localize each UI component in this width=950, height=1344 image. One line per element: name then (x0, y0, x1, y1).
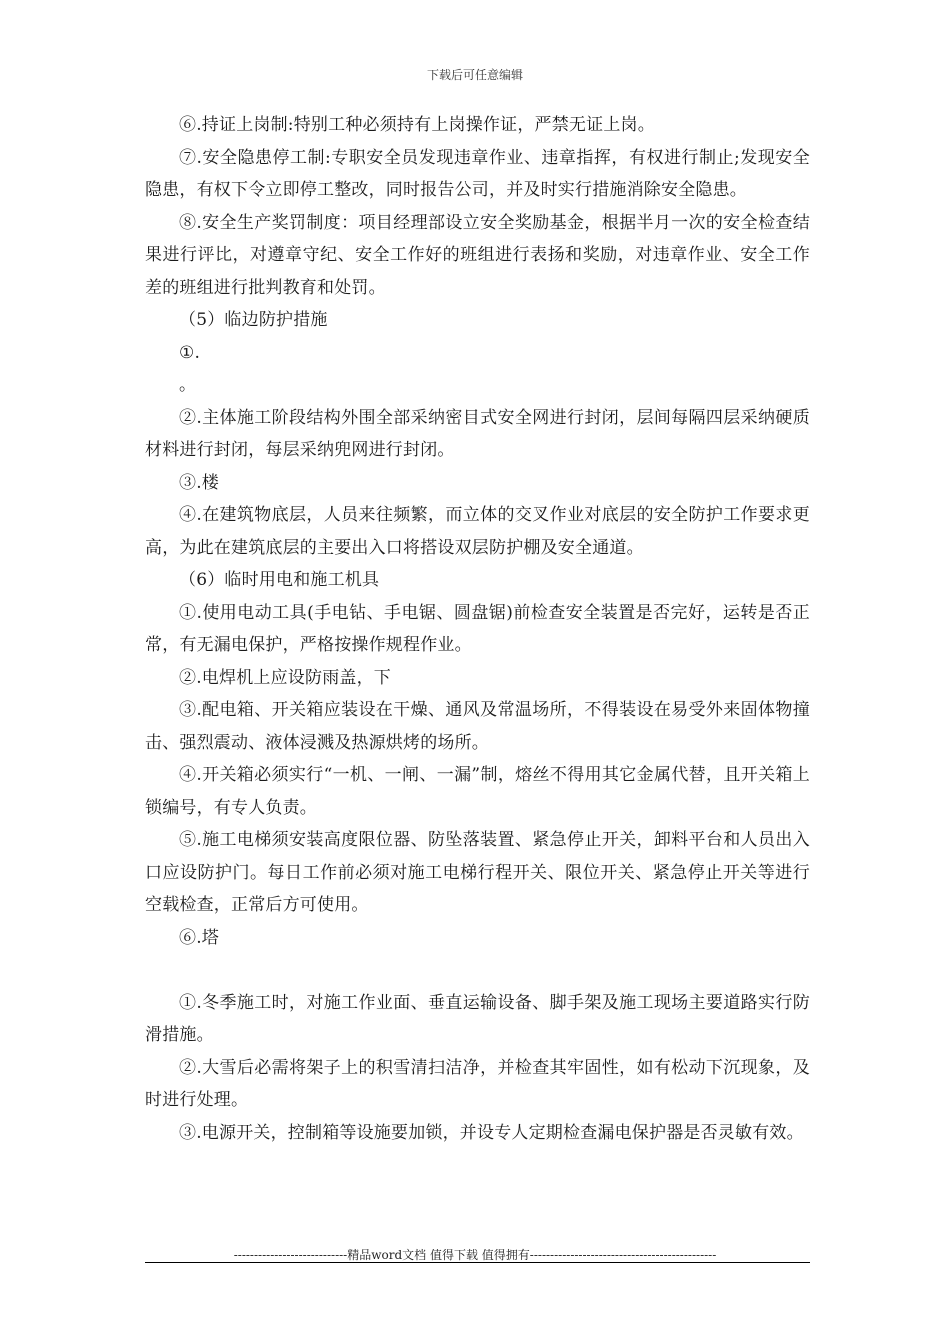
paragraph-period: 。 (179, 375, 197, 395)
blank-line (145, 954, 810, 987)
paragraph-edge-item-1: ①. (179, 342, 201, 363)
paragraph-construction-elevator: ⑤.施工电梯须安装高度限位器、防坠落装置、紧急停止开关，卸料平台和人员出入口应设防护门。每日工作前必须对施工电梯行程开关、限位开关、紧急停止开关等进行空载检查，正常后方可使用。 (145, 830, 810, 915)
paragraph-safety-net: ②.主体施工阶段结构外围全部采纳密目式安全网进行封闭，层间每隔四层采纳硬质材料进行封闭，每层采纳兜网进行封闭。 (145, 407, 810, 460)
document-body (145, 109, 810, 1149)
section-heading-edge-protection: （5）临边防护措施 (179, 310, 328, 330)
paragraph-snow-clearing: ②.大雪后必需将架子上的积雪清扫洁净，并检查其牢固性，如有松动下沉现象，及时进行处理。 (145, 1057, 810, 1110)
paragraph-welder-cover: ②.电焊机上应设防雨盖，下 (179, 667, 392, 688)
paragraph-winter-anti-slip: ①.冬季施工时，对施工作业面、垂直运输设备、脚手架及施工现场主要道路实行防滑措施。 (145, 992, 810, 1045)
paragraph-reward-penalty: ⑧.安全生产奖罚制度：项目经理部设立安全奖励基金，根据半月一次的安全检查结果进行评比，对遵章守纪、安全工作好的班组进行表扬和奖励，对违章作业、安全工作差的班组进行批判教育和处罚。 (145, 212, 810, 298)
paragraph-tower: ⑥.塔 (179, 927, 220, 948)
paragraph-ground-floor-protection: ④.在建筑物底层，人员来往频繁，而立体的交叉作业对底层的安全防护工作要求更高，为此在建筑底层的主要出入口将搭设双层防护棚及安全通道。 (145, 505, 810, 558)
page-header: 下载后可任意编辑 (426, 68, 523, 82)
section-heading-temporary-power: （6）临时用电和施工机具 (179, 570, 380, 590)
paragraph-power-tools: ①.使用电动工具(手电钻、手电锯、圆盘锯)前检查安全装置是否完好，运转是否正常，有无漏电保护，严格按操作规程作业。 (145, 602, 810, 655)
paragraph-edge-item-3: ③.楼 (179, 472, 220, 493)
footer-divider (145, 1262, 810, 1263)
paragraph-power-switch-lock: ③.电源开关，控制箱等设施要加锁，并设专人定期检查漏电保护器是否灵敏有效。 (179, 1122, 804, 1143)
paragraph-hazard-stop-work: ⑦.安全隐患停工制:专职安全员发现违章作业、违章指挥，有权进行制止;发现安全隐患，有权下令立即停工整改，同时报告公司，并及时实行措施消除安全隐患。 (145, 147, 810, 200)
paragraph-certified-posts: ⑥.持证上岗制:特别工种必须持有上岗操作证，严禁无证上岗。 (179, 115, 655, 135)
page-footer: ----------------------------精品word文档 值得下载 值得拥有---------------------------------------------- (233, 1248, 717, 1262)
paragraph-switch-box: ④.开关箱必须实行“一机、一闸、一漏”制，熔丝不得用其它金属代替，且开关箱上锁编号，有专人负责。 (145, 765, 810, 818)
paragraph-distribution-box: ③.配电箱、开关箱应装设在干燥、通风及常温场所，不得装设在易受外来固体物撞击、强烈震动、液体浸溅及热源烘烤的场所。 (145, 700, 810, 753)
